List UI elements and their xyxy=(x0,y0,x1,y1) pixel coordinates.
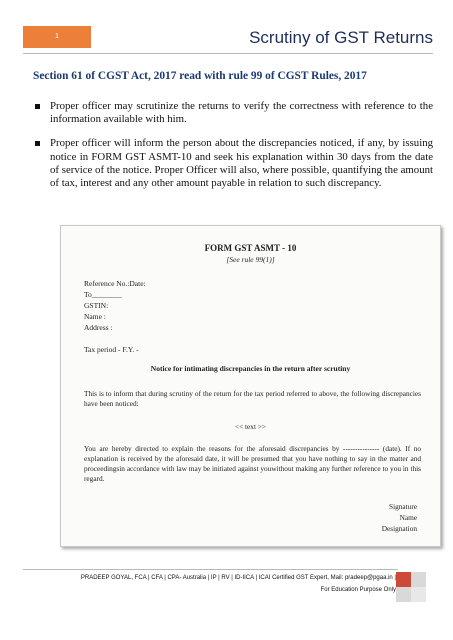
footer-divider xyxy=(23,569,398,570)
signature-label: Signature xyxy=(389,502,417,511)
signatory-name-label: Name xyxy=(399,513,417,522)
square-bullet-icon xyxy=(35,104,40,109)
form-asmt-10-image xyxy=(60,225,441,547)
page-number-badge: 1 xyxy=(23,26,91,48)
address-field: Address : xyxy=(84,323,113,332)
directive-paragraph: You are hereby directed to explain the reasons for the aforesaid discrepancies by --------------- (date). If no explanation is received by the aforesaid date, it will be presumed that you have nothing to say in the matter and proceedingsin accordance with law may be initiated against youwithout making any further reference to you in this regard. xyxy=(84,444,421,483)
notice-paragraph: This is to inform that during scrutiny of the return for the tax period referred to above, the following discrepancies have been noticed: xyxy=(84,389,421,408)
footer-decor-square xyxy=(411,572,426,587)
footer-decor-square xyxy=(396,572,411,587)
bullet-list xyxy=(33,100,433,201)
header-divider xyxy=(23,53,433,54)
designation-label: Designation xyxy=(381,524,417,533)
reference-field: Reference No.:Date: xyxy=(84,279,146,288)
bullet-item xyxy=(33,100,433,126)
square-bullet-icon xyxy=(35,141,40,146)
to-field: To________ xyxy=(84,290,122,299)
name-field: Name : xyxy=(84,312,106,321)
form-rule-reference: [See rule 99(1)] xyxy=(226,255,275,264)
section-heading: Section 61 of CGST Act, 2017 read with rule 99 of CGST Rules, 2017 xyxy=(33,70,367,82)
bullet-item xyxy=(33,137,433,190)
footer-disclaimer: For Education Purpose Only xyxy=(320,587,396,593)
bullet-text: Proper officer will inform the person about the discrepancies noticed, if any, by issuing notice in FORM GST ASMT-10 and seek his explanation within 30 days from the date of service of the notice. Proper Officer will also, where possible, quantifying the amount of tax, interest and any other amount payable in relation to such discrepancy. xyxy=(50,137,433,190)
bullet-text: Proper officer may scrutinize the returns to verify the correctness with reference to the information available with him. xyxy=(50,100,433,126)
footer-decor-square xyxy=(411,587,426,602)
footer-author-credit: PRADEEP GOYAL, FCA | CFA | CPA- Australia | IP | RV | ID-IICA | ICAI Certified GST Expert, Mail: pradeep@pgaa.in | xyxy=(80,575,396,581)
text-placeholder: << text >> xyxy=(234,422,267,431)
footer-decor-square xyxy=(396,587,411,602)
tax-period-field: Tax period - F.Y. - xyxy=(84,345,139,354)
form-title: FORM GST ASMT - 10 xyxy=(204,243,297,253)
gstin-field: GSTIN: xyxy=(84,301,109,310)
notice-heading: Notice for intimating discrepancies in the return after scrutiny xyxy=(150,364,351,373)
page-title: Scrutiny of GST Returns xyxy=(249,28,433,47)
